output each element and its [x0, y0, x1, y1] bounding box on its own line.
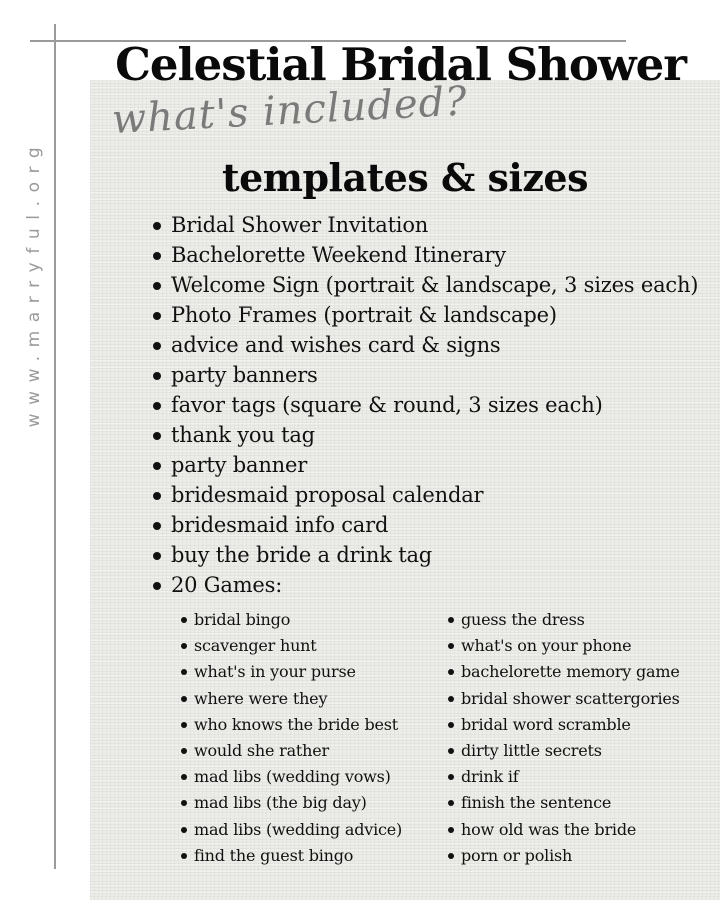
game-item: mad libs (wedding advice): [180, 817, 450, 843]
list-item: Bachelorette Weekend Itinerary: [150, 240, 715, 270]
game-item: mad libs (wedding vows): [180, 764, 450, 790]
list-item: party banners: [150, 360, 715, 390]
game-item: bridal word scramble: [447, 712, 715, 738]
list-item: Bridal Shower Invitation: [150, 210, 715, 240]
game-item: find the guest bingo: [180, 843, 450, 869]
page-title: Celestial Bridal Shower: [115, 38, 686, 91]
game-item: bachelorette memory game: [447, 659, 715, 685]
game-item: would she rather: [180, 738, 450, 764]
script-heading: what's included?: [110, 78, 469, 143]
games-list-left: [180, 607, 450, 869]
game-item: drink if: [447, 764, 715, 790]
game-item: what's in your purse: [180, 659, 450, 685]
game-item: guess the dress: [447, 607, 715, 633]
list-item: advice and wishes card & signs: [150, 330, 715, 360]
section-subtitle: templates & sizes: [222, 155, 588, 200]
games-list-right: [447, 607, 715, 869]
list-item: buy the bride a drink tag: [150, 540, 715, 570]
list-item: bridesmaid proposal calendar: [150, 480, 715, 510]
list-item: favor tags (square & round, 3 sizes each): [150, 390, 715, 420]
game-item: bridal bingo: [180, 607, 450, 633]
game-item: dirty little secrets: [447, 738, 715, 764]
game-item: where were they: [180, 686, 450, 712]
game-item: scavenger hunt: [180, 633, 450, 659]
game-item: what's on your phone: [447, 633, 715, 659]
game-item: bridal shower scattergories: [447, 686, 715, 712]
list-item: thank you tag: [150, 420, 715, 450]
list-item: Photo Frames (portrait & landscape): [150, 300, 715, 330]
list-item: 20 Games:: [150, 570, 715, 600]
frame-line-vertical: [54, 24, 56, 869]
game-item: finish the sentence: [447, 790, 715, 816]
website-url-text: www.marryful.org: [24, 138, 44, 428]
list-item: bridesmaid info card: [150, 510, 715, 540]
game-item: who knows the bride best: [180, 712, 450, 738]
game-item: how old was the bride: [447, 817, 715, 843]
game-item: porn or polish: [447, 843, 715, 869]
included-list: [150, 210, 715, 600]
list-item: party banner: [150, 450, 715, 480]
game-item: mad libs (the big day): [180, 790, 450, 816]
list-item: Welcome Sign (portrait & landscape, 3 sizes each): [150, 270, 715, 300]
